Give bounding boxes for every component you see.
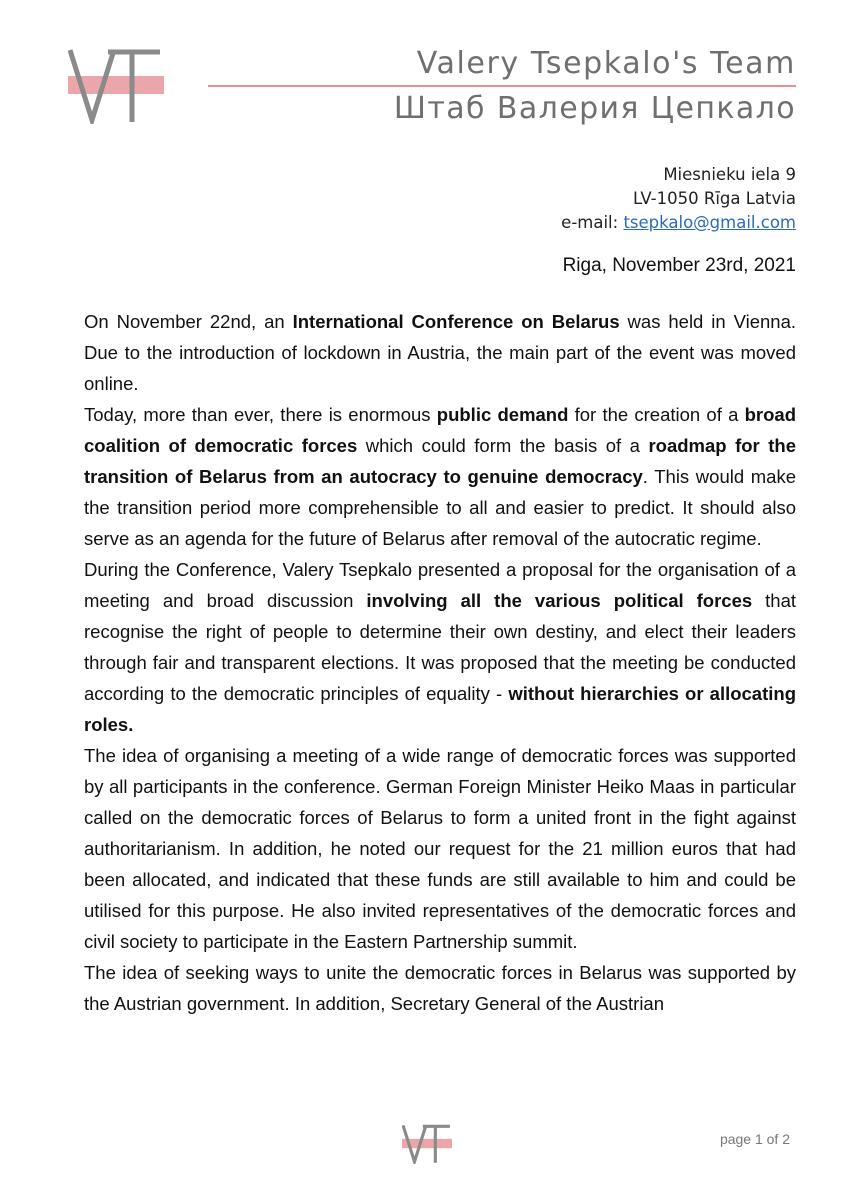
paragraph-4: The idea of organising a meeting of a wide range of democratic forces was supported by all participants in the conference. German Foreign Minister Heiko Maas in particular called on the democratic forces of Belarus to form a united front in the fight against authoritarianism. In addition, he noted our request for the 21 million euros that had been allocated, and indicated that these funds are still available to him and could be utilised for this purpose. He also invited representatives of the democratic forces and civil society to participate in the Eastern Partnership summit. — [84, 745, 796, 952]
paragraph-bold-text: without hierarchies or allocating roles. — [84, 683, 796, 735]
paragraph-bold-text: involving all the various political forces — [366, 590, 753, 611]
address-street: Miesnieku iela 9 — [663, 165, 796, 184]
paragraph-bold-text: International Conference on Belarus — [292, 311, 620, 332]
paragraph-text: Today, more than ever, there is enormous — [84, 404, 437, 425]
paragraph-text: was held in Vienna. Due to the introduction of lockdown in Austria, the main part of the event was moved online. — [84, 311, 797, 394]
paragraph-1 — [84, 306, 796, 399]
paragraph-bold-text: public demand — [436, 404, 569, 425]
address-block — [561, 163, 796, 235]
email-label: e-mail: — [561, 213, 624, 232]
paragraph-text: that recognise the right of people to determine their own destiny, and elect their leaders through fair and transparent elections. It was proposed that the meeting be conducted according to the democratic principles of equality - — [84, 590, 797, 704]
paragraph-bold-text: broad coalition of democratic forces — [84, 404, 796, 456]
address-city: LV-1050 Rīga Latvia — [632, 189, 796, 208]
paragraph-text: On November 22nd, an — [84, 311, 293, 332]
address-email-line — [561, 211, 796, 235]
team-name-subtitle: Штаб Валерия Цепкало — [393, 91, 796, 126]
paragraph-text: for the creation of a — [568, 404, 745, 425]
paragraph-3 — [84, 554, 796, 740]
paragraph-5: The idea of seeking ways to unite the democratic forces in Belarus was supported by the Austrian government. In addition, Secretary General of the Austrian — [84, 962, 796, 1014]
paragraph-text: which could form the basis of a — [357, 435, 649, 456]
letter-body — [84, 306, 796, 1019]
footer-vt-monogram-icon — [402, 1122, 452, 1164]
email-link[interactable]: tsepkalo@gmail.com — [623, 213, 796, 232]
vt-monogram-logo-icon — [68, 44, 164, 124]
team-name-title: Valery Tsepkalo's Team — [416, 46, 796, 81]
header-divider — [208, 85, 796, 87]
paragraph-2 — [84, 399, 796, 554]
letter-date: Riga, November 23rd, 2021 — [562, 255, 796, 276]
paragraph-text: . This would make the transition period more comprehensible to all and easier to predict. It should also serve as an agenda for the future of Belarus after removal of the autocratic regime. — [84, 466, 797, 549]
paragraph-bold-text: roadmap for the transition of Belarus from an autocracy to genuine democracy — [84, 435, 796, 487]
page-number: page 1 of 2 — [719, 1131, 790, 1147]
paragraph-text: During the Conference, Valery Tsepkalo presented a proposal for the organisation of a meeting and broad discussion — [84, 559, 796, 611]
